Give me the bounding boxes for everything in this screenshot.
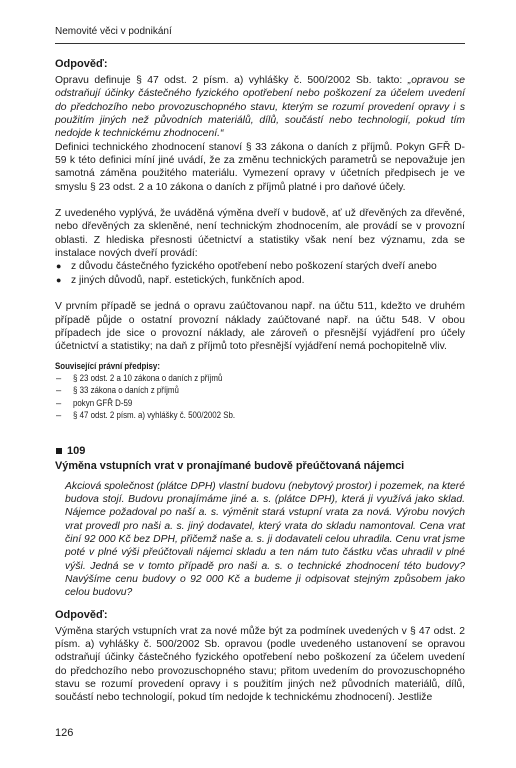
- list-item: – pokyn GFŘ D-59: [55, 397, 465, 410]
- related-regulations-title: Související právní předpisy:: [55, 360, 160, 371]
- page-body: [55, 26, 465, 705]
- answer-label-2: Odpověď:: [55, 608, 108, 621]
- question-text: Akciová společnost (plátce DPH) vlastní budovu (nebytový prostor) i pozemek, na které budova stojí. Budovu pronajímáme jiné a. s. (plátce DPH), která ji využívá jako sklad. Nájemce požadoval po naší a. s. výměnit stará vstupní vrata za nová. Výrobu nových vrat provedl pro naši a. s. jiný dodavatel, který vrata do skladu namontoval. Cena vrat činí 92 000 Kč bez DPH, přičemž naše a. s. ji dodavateli celou uhradila. Cenu vrat jsme poté v plné výši přeúčtovali nájemci skladu a ten nám tuto částku včas uhradil v plné výši. Jedná se v tomto případě pro naši a. s. o technické zhodnocení této budovy? Navýšíme cenu budovy o 92 000 Kč a budeme ji odpisovat stejným způsobem jako celou budovu?: [65, 480, 465, 599]
- question-title: Výměna vstupních vrat v pronajímané budově přeúčtovaná nájemci: [55, 459, 405, 472]
- definition-lead: Opravu definuje § 47 odst. 2 písm. a) vyhlášky č. 500/2002 Sb. takto:: [55, 75, 408, 86]
- definition-quote: „opravou se odstraňují účinky částečného fyzického opotřebení nebo poškození za účelem uvedení do předchozího nebo provozuschopného stavu, kterým se rozumí provedení opravy i s použitím jiných než původních materiálů, dílů, součástí nebo technologií, pokud tím nedojde k technickému zhodnocení.“: [55, 75, 465, 140]
- answer-paragraph-4: V prvním případě se jedná o opravu zaúčtovanou např. na účtu 511, kdežto ve druhém případě půjde o ostatní provozní náklady zaúčtované např. na účtu 548. V obou případech jde sice o provozní náklady, ale zároveň o přesnější vyjádření pro účely účetnictví a statistiky; na daň z příjmů toto přesnější vyjádření nemá pochopitelně vliv.: [55, 301, 465, 353]
- question-box: [55, 480, 465, 600]
- answer-paragraph-5: Výměna starých vstupních vrat za nové může být za podmínek uvedených v § 47 odst. 2 písm. a) vyhlášky č. 500/2002 Sb. opravou (podle uvedeného ustanovení se opravou odstraňují účinky částečného fyzického opotřebení nebo poškození za účelem uvedení do předchozího nebo provozuschopného stavu; přitom uvedením do provozuschopného stavu se rozumí provedení opravy i s použitím jiných než původních materiálů, dílů, součástí nebo technologií, pokud tím nedojde k technickému zhodnocení). Jestliže: [55, 625, 465, 704]
- answer-paragraph-1: [55, 74, 465, 141]
- list-item: ● z důvodu částečného fyzického opotřebení nebo poškození starých dveří anebo: [55, 260, 465, 273]
- related-regulations: [55, 360, 465, 422]
- question-number: 109: [67, 444, 86, 457]
- list-item: ● z jiných důvodů, např. estetických, funkčních apod.: [55, 274, 465, 287]
- answer-label: Odpověď:: [55, 58, 108, 70]
- reasons-list: [55, 260, 465, 287]
- list-item: – § 23 odst. 2 a 10 zákona o daních z příjmů: [55, 372, 465, 385]
- running-head: Nemovité věci v podnikání: [55, 26, 465, 44]
- list-item: – § 33 zákona o daních z příjmů: [55, 384, 465, 397]
- answer-paragraph-2: Definici technického zhodnocení stanoví § 33 zákona o daních z příjmů. Pokyn GFŘ D-59 k této definici míní jiné uvádí, že za změnu technických parametrů se nepovažuje jen samotná záměna použitého materiálu. Vymezení opravy v účetních předpisech je ve smyslu § 23 odst. 2 a 10 zákona o daních z příjmů platné i pro daňové účely.: [55, 141, 465, 193]
- list-item: – § 47 odst. 2 písm. a) vyhlášky č. 500/2002 Sb.: [55, 409, 465, 422]
- question-heading: [55, 445, 465, 457]
- page-number: 126: [55, 727, 74, 739]
- square-bullet-icon: [56, 448, 62, 454]
- answer-paragraph-3: Z uvedeného vyplývá, že uváděná výměna dveří v budově, ať už dřevěných za dřevěné, nebo dřevěných za skleněné, není technickým zhodnocením, ale provádí se v provozní oblasti. Z hlediska přesnosti účetnictví a statistiky však není bez významu, zda se instalace nových dveří provádí:: [55, 208, 465, 260]
